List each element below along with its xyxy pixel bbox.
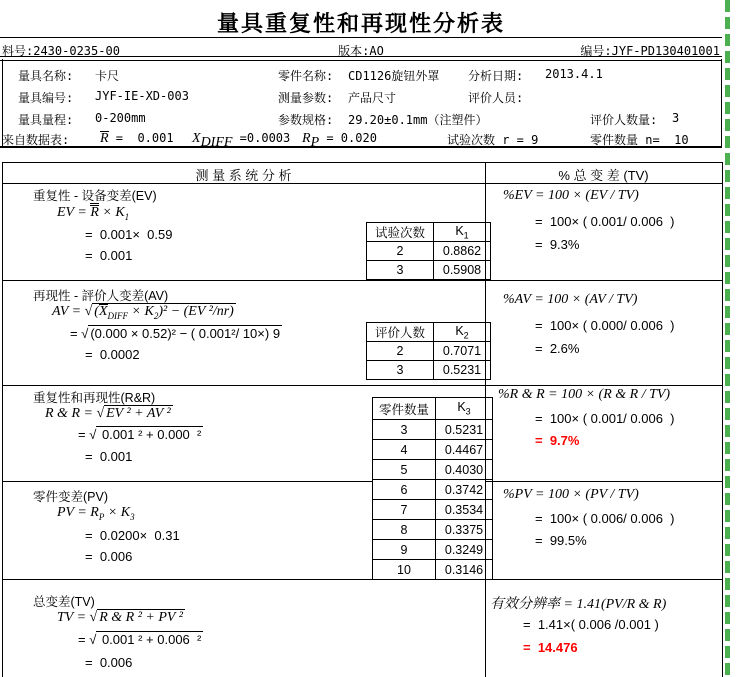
tv-calc-line (78, 632, 203, 647)
pv-formula (57, 505, 135, 522)
effective-resolution-result: = 14.476 (523, 640, 578, 655)
parts-statistic (590, 131, 689, 148)
table-row (367, 242, 491, 261)
av-f2-radicand: (0.000 × 0.52)² − ( 0.001²/ 10×) 9 (90, 326, 281, 341)
k-cell: 5 (373, 460, 436, 480)
parts-value: 10 (674, 133, 689, 147)
pct-av-calc-line: = 100× ( 0.000/ 0.006 ) (535, 318, 675, 333)
rbar-value: = 0.001 (108, 131, 174, 145)
k-cell: 0.3375 (436, 520, 493, 540)
tv-result: = 0.006 (85, 655, 133, 670)
k-cell: 2 (367, 242, 434, 261)
pct-rr-formula: %R & R = 100 × (R & R / TV) (498, 387, 671, 402)
divider (2, 481, 372, 482)
divider (722, 162, 723, 677)
effective-resolution-calc-line: = 1.41×( 0.006 /0.001 ) (523, 617, 659, 632)
k-cell: 0.4030 (436, 460, 493, 480)
k-cell: 7 (373, 500, 436, 520)
material-no: 料号:2430-0235-00 (2, 44, 120, 58)
pv-result: = 0.006 (85, 549, 133, 564)
av-formula (52, 304, 236, 321)
rbar-symbol: R (100, 131, 109, 146)
table-row (373, 420, 493, 440)
table-row (373, 460, 493, 480)
k-cell: 10 (373, 560, 436, 580)
pct-pv-calc-line: = 100× ( 0.006/ 0.006 ) (535, 511, 675, 526)
rr-f1-radicand: EV ² + AV ² (106, 406, 171, 421)
k-cell: 0.8862 (434, 242, 491, 261)
tv-f2-radicand: 0.001 ² + 0.006 ² (98, 632, 202, 647)
av-f1-pre: AV = √ (52, 304, 93, 319)
divider (0, 37, 722, 38)
gauge-name-label: 量具名称: (18, 69, 74, 83)
pct-av-result: = 2.6% (535, 341, 580, 356)
k-cell: 2 (367, 342, 434, 361)
k2-col-header: 评价人数 (367, 323, 434, 342)
pv-f1-sub: P (98, 511, 105, 522)
tv-formula (57, 610, 185, 626)
appraiser-count-value: 3 (672, 111, 680, 125)
divider (486, 481, 722, 482)
k3-value-header: $K_3$ (436, 398, 493, 420)
param-spec-label: 参数规格: (278, 113, 334, 127)
xdiff-subscript: DIFF (200, 135, 233, 151)
analysis-right-header: % 总 变 差 (TV) (558, 168, 649, 183)
part-name-value: CD1126旋钮外罩 (348, 69, 440, 83)
table-row (373, 440, 493, 460)
k-cell: 6 (373, 480, 436, 500)
table-row (367, 342, 491, 361)
rp-subscript: P (310, 135, 320, 151)
divider (2, 579, 722, 580)
xdiff-statistic (192, 129, 290, 151)
rr-formula (45, 406, 173, 422)
rp-statistic (302, 129, 377, 151)
trials-statistic (447, 131, 538, 148)
k3-col-header: 零件数量 (373, 398, 436, 420)
pv-f1-ksub: 3 (130, 511, 135, 522)
divider (2, 280, 722, 281)
rr-result: = 0.001 (85, 449, 133, 464)
pv-f1-post: × K (104, 505, 131, 520)
k-cell: 0.3742 (436, 480, 493, 500)
av-calc-line (70, 326, 282, 341)
version: 版本:AO (338, 44, 384, 58)
table-row (373, 560, 493, 580)
av-result: = 0.0002 (85, 347, 140, 362)
pct-rr-calc-line: = 100× ( 0.001/ 0.006 ) (535, 411, 675, 426)
k-cell: 3 (373, 420, 436, 440)
divider (2, 162, 3, 677)
pct-ev-calc-line: = 100× ( 0.001/ 0.006 ) (535, 214, 675, 229)
gauge-range-value: 0-200mm (95, 111, 146, 125)
k-cell: 8 (373, 520, 436, 540)
pct-av-formula: %AV = 100 × (AV / TV) (503, 292, 638, 307)
av-f1-radicand: $(X_{DIFF} \times K_2)^2 - (EV$ ²/nr) (94, 304, 234, 321)
divider (2, 162, 722, 163)
ev-f1-mid: × K (98, 205, 125, 220)
ev-heading: 重复性 - 设备变差(EV) (33, 189, 157, 203)
k-cell: 0.7071 (434, 342, 491, 361)
page-title: 量具重复性和再现性分析表 (216, 11, 505, 36)
pct-ev-formula: %EV = 100 × (EV / TV) (503, 188, 639, 203)
ev-f1-pre: EV = (57, 205, 91, 220)
gauge-no-label: 量具编号: (18, 91, 74, 105)
doc-number: 编号:JYF-PD130401001 (580, 44, 720, 58)
pct-pv-formula: %PV = 100 × (PV / TV) (503, 487, 639, 502)
gauge-range-label: 量具量程: (18, 113, 74, 127)
rr-f2-radicand: 0.001 ² + 0.000 ² (98, 427, 202, 442)
param-spec-value: 29.20±0.1mm（注塑件） (348, 113, 488, 127)
k-cell: 0.3146 (436, 560, 493, 580)
k3-table (372, 397, 493, 580)
table-row (373, 520, 493, 540)
xdiff-value: =0.0003 (232, 131, 291, 145)
divider (2, 385, 722, 386)
effective-resolution-formula: 有效分辨率 = 1.41(PV/R & R) (490, 597, 667, 612)
xdiff-symbol: X (192, 131, 201, 146)
pct-ev-result: = 9.3% (535, 237, 580, 252)
analysis-date-value: 2013.4.1 (545, 67, 603, 81)
av-heading: 再现性 - 評价人变差(AV) (33, 289, 169, 303)
trials-value: 9 (531, 133, 539, 147)
analysis-left-header: 测 量 系 统 分 析 (195, 168, 292, 183)
pv-f1-pre: PV = R (57, 505, 99, 520)
tv-heading: 总变差(TV) (33, 595, 95, 609)
page-break-indicator (725, 0, 730, 677)
k-cell: 3 (367, 361, 434, 380)
k-cell: 0.3534 (436, 500, 493, 520)
rr-f1-pre: R & R = √ (45, 406, 105, 421)
rp-value: = 0.020 (319, 131, 377, 145)
table-row (373, 480, 493, 500)
rp-symbol: R (302, 131, 311, 146)
k-cell: 0.3249 (436, 540, 493, 560)
trials-label: 试验次数 r = (447, 133, 532, 147)
ev-formula (57, 203, 129, 222)
measure-param-label: 测量参数: (278, 91, 334, 105)
av-f2-pre: = √ (70, 326, 89, 341)
k-cell: 4 (373, 440, 436, 460)
analysis-date-label: 分析日期: (468, 69, 524, 83)
appraiser-label: 评价人员: (468, 91, 524, 105)
rbar-symbol: R (90, 205, 99, 220)
k2-table (366, 322, 491, 380)
pv-calc-line: = 0.0200× 0.31 (85, 528, 180, 543)
gauge-no-value: JYF-IE-XD-003 (95, 89, 189, 103)
rr-heading: 重复性和再现性(R&R) (33, 391, 156, 405)
part-name-label: 零件名称: (278, 69, 334, 83)
k-cell: 0.5231 (436, 420, 493, 440)
k-cell: 9 (373, 540, 436, 560)
k-cell: 3 (367, 261, 434, 280)
ev-f1-sub: 1 (124, 211, 130, 222)
measure-param-value: 产品尺寸 (348, 91, 397, 105)
k-cell: 0.5908 (434, 261, 491, 280)
table-row (367, 261, 491, 280)
double-divider (0, 56, 722, 61)
rbar-statistic (100, 129, 174, 147)
parts-label: 零件数量 n= (590, 133, 675, 147)
pv-heading: 零件变差(PV) (33, 490, 109, 504)
ev-result: = 0.001 (85, 248, 133, 263)
table-row (373, 500, 493, 520)
k1-value-header: $K_1$ (434, 223, 491, 242)
rr-f2-pre: = √ (78, 427, 97, 442)
k-cell: 0.4467 (436, 440, 493, 460)
rr-calc-line (78, 427, 203, 442)
appraiser-count-label: 评价人数量: (590, 113, 658, 127)
k2-value-header: $K_2$ (434, 323, 491, 342)
table-row (367, 361, 491, 380)
pct-rr-result: = 9.7% (535, 433, 580, 448)
gauge-name-value: 卡尺 (95, 69, 120, 83)
tv-f2-pre: = √ (78, 632, 97, 647)
k-cell: 0.5231 (434, 361, 491, 380)
xbar-symbol: X (98, 304, 108, 319)
ev-calc-line: = 0.001× 0.59 (85, 227, 173, 242)
data-source-label: 来自数据表: (2, 133, 70, 147)
table-row (373, 540, 493, 560)
tv-f1-radicand: R & R ² + PV ² (99, 610, 183, 625)
k1-table (366, 222, 491, 280)
divider (721, 59, 722, 147)
pct-pv-result: = 99.5% (535, 533, 587, 548)
k1-col-header: 试验次数 (367, 223, 434, 242)
tv-f1-pre: TV = √ (57, 610, 98, 625)
